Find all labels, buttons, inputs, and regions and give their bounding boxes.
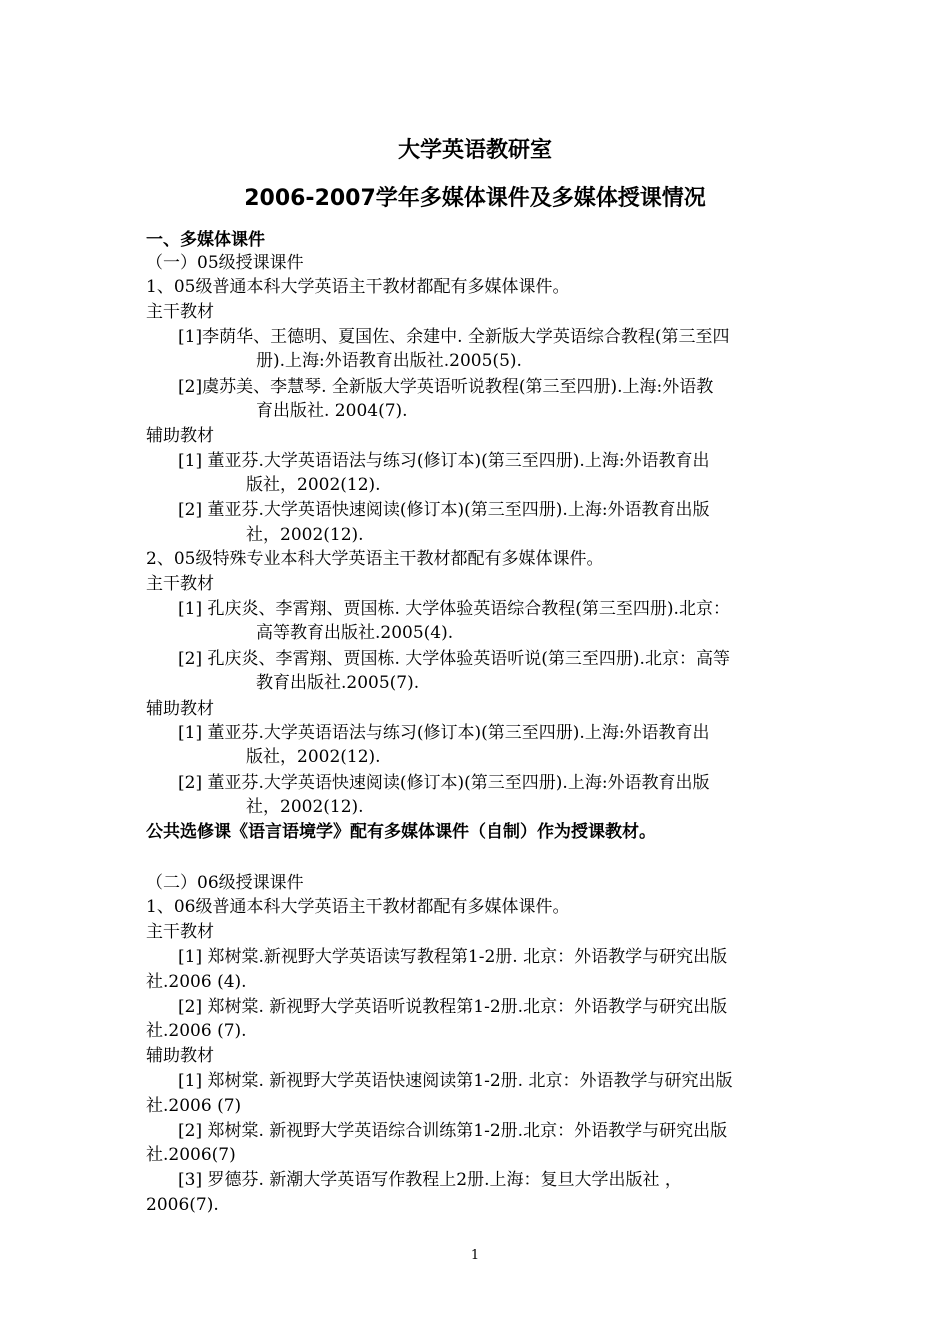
reference-line: [2]虞苏美、李慧琴. 全新版大学英语听说教程(第三至四册).上海:外语教 (178, 377, 714, 397)
document-subtitle: 2006-2007学年多媒体课件及多媒体授课情况 (244, 186, 706, 211)
reference-continuation: 社.2006 (7) (146, 1096, 242, 1116)
reference-line: [2] 董亚芬.大学英语快速阅读(修订本)(第三至四册).上海:外语教育出版 (178, 773, 710, 793)
reference-continuation: 高等教育出版社.2005(4). (256, 623, 454, 643)
reference-line: [2] 董亚芬.大学英语快速阅读(修订本)(第三至四册).上海:外语教育出版 (178, 500, 710, 520)
reference-continuation: 育出版社. 2004(7). (256, 401, 408, 421)
reference-continuation: 册).上海:外语教育出版社.2005(5). (256, 351, 522, 371)
group-label: 主干教材 (146, 302, 214, 322)
group-label: 主干教材 (146, 922, 214, 942)
subsection-heading: （一）05级授课课件 (146, 253, 304, 273)
reference-continuation: 版社，2002(12). (246, 747, 381, 767)
reference-line: [1] 郑树棠.新视野大学英语读写教程第1-2册. 北京：外语教学与研究出版 (178, 947, 728, 967)
subsection-heading: （二）06级授课课件 (146, 873, 304, 893)
reference-line: [1] 董亚芬.大学英语语法与练习(修订本)(第三至四册).上海:外语教育出 (178, 723, 710, 743)
group-label: 辅助教材 (146, 426, 214, 446)
reference-continuation: 版社，2002(12). (246, 475, 381, 495)
paragraph: 1、05级普通本科大学英语主干教材都配有多媒体课件。 (146, 277, 570, 297)
document-title: 大学英语教研室 (397, 138, 552, 163)
reference-line: [2] 郑树棠. 新视野大学英语听说教程第1-2册.北京：外语教学与研究出版 (178, 997, 728, 1017)
group-label: 辅助教材 (146, 699, 214, 719)
reference-line: [1] 董亚芬.大学英语语法与练习(修订本)(第三至四册).上海:外语教育出 (178, 451, 710, 471)
reference-continuation: 社.2006 (4). (146, 972, 247, 992)
group-label: 辅助教材 (146, 1046, 214, 1066)
elective-course-note: 公共选修课《语言语境学》配有多媒体课件（自制）作为授课教材。 (146, 822, 656, 842)
reference-continuation: 社，2002(12). (246, 525, 364, 545)
reference-continuation: 社.2006(7) (146, 1145, 236, 1165)
reference-line: [2] 郑树棠. 新视野大学英语综合训练第1-2册.北京：外语教学与研究出版 (178, 1121, 728, 1141)
section-heading: 一、多媒体课件 (146, 230, 265, 250)
paragraph: 1、06级普通本科大学英语主干教材都配有多媒体课件。 (146, 897, 570, 917)
reference-continuation: 2006(7). (146, 1195, 219, 1215)
reference-continuation: 社，2002(12). (246, 797, 364, 817)
paragraph: 2、05级特殊专业本科大学英语主干教材都配有多媒体课件。 (146, 549, 604, 569)
reference-continuation: 社.2006 (7). (146, 1021, 247, 1041)
group-label: 主干教材 (146, 574, 214, 594)
reference-line: [3] 罗德芬. 新潮大学英语写作教程上2册.上海：复旦大学出版社 ， (178, 1170, 682, 1190)
reference-line: [1] 孔庆炎、李霄翔、贾国栋. 大学体验英语综合教程(第三至四册).北京： (178, 599, 730, 619)
reference-line: [1] 郑树棠. 新视野大学英语快速阅读第1-2册. 北京：外语教学与研究出版 (178, 1071, 733, 1091)
reference-line: [1]李荫华、王德明、夏国佐、余建中. 全新版大学英语综合教程(第三至四 (178, 327, 730, 347)
reference-line: [2] 孔庆炎、李霄翔、贾国栋. 大学体验英语听说(第三至四册).北京：高等 (178, 649, 730, 669)
reference-continuation: 教育出版社.2005(7). (256, 673, 420, 693)
page-number: 1 (470, 1248, 480, 1263)
